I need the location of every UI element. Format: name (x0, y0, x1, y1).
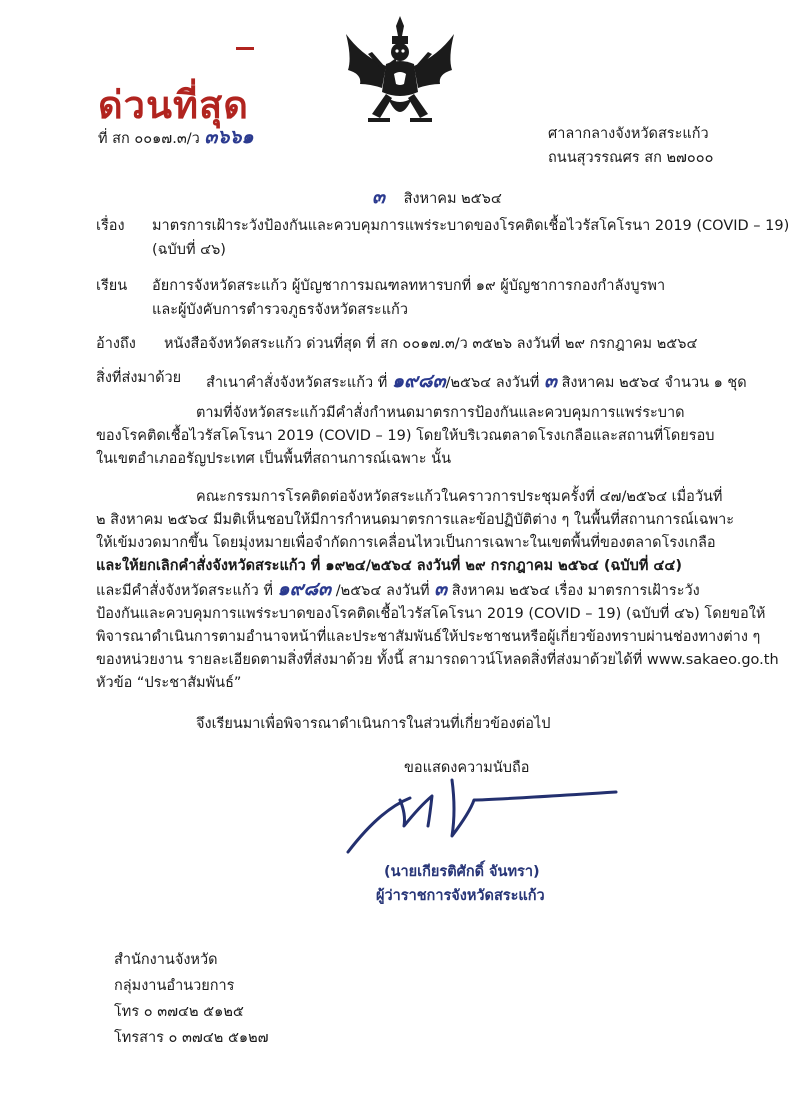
garuda-emblem (338, 14, 462, 132)
enclosure-order-handwritten: ๑๙๘๓ (391, 370, 446, 392)
enclosure-text (206, 366, 747, 396)
org-name: ศาลากลางจังหวัดสระแก้ว (548, 126, 709, 142)
recipient-label: เรียน (96, 278, 128, 294)
recipient-line-2: และผู้บังคับการตำรวจภูธรจังหวัดสระแก้ว (152, 302, 408, 318)
enclosure-text-a: สำเนาคำสั่งจังหวัดสระแก้ว ที่ (206, 375, 388, 391)
paragraph-line: ให้เข้มงวดมากขึ้น โดยมุ่งหมายเพื่อจำกัดการเคลื่อนไหวเป็นการเฉพาะในเขตพื้นที่ของตลาดโรงเกลือ (96, 535, 716, 551)
body-paragraph-3: จึงเรียนมาเพื่อพิจารณาดำเนินการในส่วนที่เกี่ยวข้องต่อไป (196, 716, 551, 732)
paragraph-line: ป้องกันและควบคุมการแพร่ระบาดของโรคติดเชื้อไวรัสโคโรนา 2019 (COVID – 19) (ฉบับที่ ๔๖) โดยขอให้ (96, 606, 766, 622)
subject-label: เรื่อง (96, 218, 125, 234)
reference-text: หนังสือจังหวัดสระแก้ว ด่วนที่สุด ที่ สก ๐๐๑๗.๓/ว ๓๕๒๖ ลงวันที่ ๒๙ กรกฎาคม ๒๕๖๔ (164, 336, 698, 352)
paragraph-line-bold: และให้ยกเลิกคำสั่งจังหวัดสระแก้ว ที่ ๑๙๒๔/๒๕๖๔ ลงวันที่ ๒๙ กรกฎาคม ๒๕๖๔ (ฉบับที่ ๔๔) (96, 558, 683, 574)
urgency-heading: ด่วนที่สุด (98, 83, 249, 127)
signature (340, 770, 630, 860)
body-paragraph-2 (96, 486, 779, 695)
paragraph-line: ตามที่จังหวัดสระแก้วมีคำสั่งกำหนดมาตรการป้องกันและควบคุมการแพร่ระบาด (196, 405, 685, 421)
enclosure-text-b: /๒๕๖๔ ลงวันที่ (445, 375, 540, 391)
paragraph-line: ของโรคติดเชื้อไวรัสโคโรนา 2019 (COVID – 19) โดยให้บริเวณตลาดโรงเกลือและสถานที่โดยรอบ (96, 428, 715, 444)
org-address: ถนนสุวรรณศร สก ๒๗๐๐๐ (548, 150, 714, 166)
paragraph-line: ๒ สิงหาคม ๒๕๖๔ มีมติเห็นชอบให้มีการกำหนดมาตรการและข้อปฏิบัติต่าง ๆ ในพื้นที่สถานการณ์เฉพาะ (96, 512, 735, 528)
signer-title: ผู้ว่าราชการจังหวัดสระแก้ว (376, 888, 545, 904)
reference-label: อ้างถึง (96, 336, 136, 352)
ref-number-handwritten: ๓๖๖๑ (204, 126, 254, 148)
reference-number (98, 122, 254, 152)
paragraph-line: พิจารณาดำเนินการตามอำนาจหน้าที่และประชาสัมพันธ์ให้ประชาชนหรือผู้เกี่ยวข้องทราบผ่านช่องทางต่าง ๆ (96, 629, 761, 645)
footer-fax: โทรสาร ๐ ๓๗๔๒ ๕๑๒๗ (114, 1030, 269, 1046)
paragraph-line: ในเขตอำเภออรัญประเทศ เป็นพื้นที่สถานการณ์เฉพาะ นั้น (96, 451, 452, 467)
date-day-handwritten: ๓ (372, 186, 385, 208)
body-paragraph-1 (96, 402, 736, 471)
enclosure-label: สิ่งที่ส่งมาด้วย (96, 370, 182, 386)
footer-section: กลุ่มงานอำนวยการ (114, 978, 235, 994)
order-text-c: สิงหาคม ๒๕๖๔ เรื่อง มาตรการเฝ้าระวัง (451, 583, 700, 599)
closing-regards: ขอแสดงความนับถือ (404, 760, 530, 776)
footer-office: สำนักงานจังหวัด (114, 952, 218, 968)
letter-date (372, 182, 502, 212)
order-day-handwritten: ๓ (434, 578, 448, 600)
enclosure-text-c: สิงหาคม ๒๕๖๔ จำนวน ๑ ชุด (561, 375, 747, 391)
urgent-mark (236, 47, 254, 50)
subject-line-2: (ฉบับที่ ๔๖) (152, 242, 226, 258)
enclosure-day-handwritten: ๓ (543, 370, 557, 392)
order-text-a: และมีคำสั่งจังหวัดสระแก้ว ที่ (96, 583, 273, 599)
recipient-line-1: อัยการจังหวัดสระแก้ว ผู้บัญชาการมณฑลทหารบกที่ ๑๙ ผู้บัญชาการกองกำลังบูรพา (152, 278, 666, 294)
order-number-handwritten: ๑๙๘๓ (277, 578, 332, 600)
signer-name: (นายเกียรติศักดิ์ จันทรา) (384, 864, 540, 880)
paragraph-line: หัวข้อ “ประชาสัมพันธ์” (96, 675, 242, 691)
paragraph-line-order (96, 578, 736, 603)
order-text-b: /๒๕๖๔ ลงวันที่ (335, 583, 430, 599)
footer-tel: โทร ๐ ๓๗๔๒ ๕๑๒๕ (114, 1004, 244, 1020)
date-month-year: สิงหาคม ๒๕๖๔ (403, 191, 502, 207)
paragraph-line: คณะกรรมการโรคติดต่อจังหวัดสระแก้วในคราวการประชุมครั้งที่ ๔๗/๒๕๖๔ เมื่อวันที่ (196, 489, 723, 505)
paragraph-line: ของหน่วยงาน รายละเอียดตามสิ่งที่ส่งมาด้วย ทั้งนี้ สามารถดาวน์โหลดสิ่งที่ส่งมาด้วยได้ที่ www.sakaeo.go.th (96, 652, 779, 668)
ref-prefix: ที่ สก ๐๐๑๗.๓/ว (98, 131, 200, 147)
subject-line-1: มาตรการเฝ้าระวังป้องกันและควบคุมการแพร่ระบาดของโรคติดเชื้อไวรัสโคโรนา 2019 (COVID – 19) (152, 218, 790, 234)
